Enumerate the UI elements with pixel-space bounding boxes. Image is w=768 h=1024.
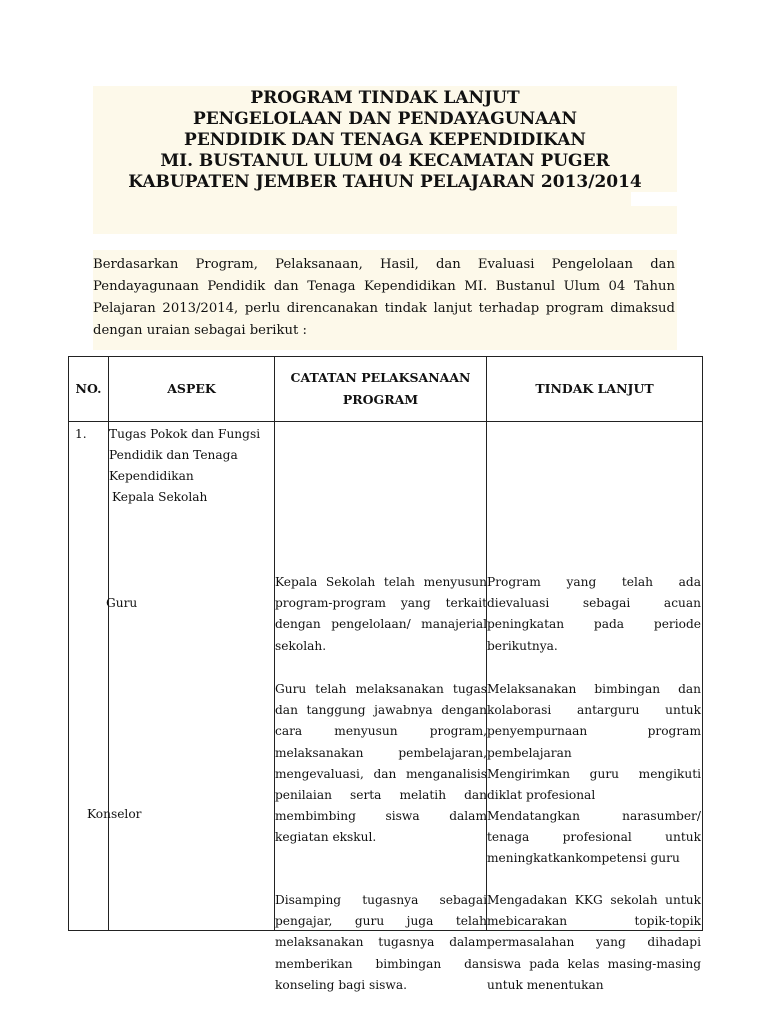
cell-no: [69, 422, 109, 931]
header-tindak: TINDAK LANJUT: [487, 357, 703, 422]
header-no: NO.: [69, 357, 109, 422]
aspek-line-3: Kependidikan: [109, 469, 194, 483]
intro-paragraph: [93, 254, 675, 342]
cell-catatan: [275, 422, 487, 992]
title-line-1: PROGRAM TINDAK LANJUT: [250, 88, 520, 108]
title-line-5: KABUPATEN JEMBER TAHUN PELAJARAN 2013/2014: [128, 172, 642, 192]
title-line-4: MI. BUSTANUL ULUM 04 KECAMATAN PUGER: [160, 151, 610, 171]
table-row: [69, 422, 703, 931]
catatan-guru: Guru telah melaksanakan tugas dan tanggung jawabnya dengan cara menyusun program, melaksanakan pembelajaran, mengevaluasi, dan menganalisis penilaian serta melatih dan membimbing siswa dalam kegiatan ekskul.: [275, 682, 487, 845]
title-line-2: PENGELOLAAN DAN PENDAYAGUNAAN: [192, 109, 578, 129]
aspek-konselor: Konselor: [87, 807, 142, 821]
cell-aspek: [87, 422, 275, 931]
title-line-3: PENDIDIK DAN TENAGA KEPENDIDIKAN: [184, 130, 586, 150]
header-aspek: ASPEK: [109, 357, 275, 422]
row-number: 1.: [75, 427, 87, 441]
catatan-konselor: Disamping tugasnya sebagai pengajar, guru juga telah melaksanakan tugasnya dalam memberikan bimbingan dan konseling bagi siswa.: [275, 893, 487, 992]
aspek-guru: Guru: [106, 596, 138, 610]
tindak-guru-1: Melaksanakan bimbingan dan kolaborasi antarguru untuk penyempurnaan program pembelajaran: [487, 682, 701, 760]
aspek-line-2: Pendidik dan Tenaga: [109, 448, 238, 462]
tindak-guru-2: Mengirimkan guru mengikuti diklat profesional: [487, 767, 701, 803]
aspek-line-1: Tugas Pokok dan Fungsi: [109, 427, 261, 441]
header-catatan-line1: CATATAN PELAKSANAAN: [290, 370, 471, 385]
document-title: [93, 88, 677, 193]
header-catatan: [275, 357, 487, 422]
catatan-kepala-sekolah: Kepala Sekolah telah menyusun program-program yang terkait dengan pengelolaan/ manajerial sekolah.: [275, 575, 487, 653]
intro-text: Berdasarkan Program, Pelaksanaan, Hasil, dan Evaluasi Pengelolaan dan Pendayagunaan Pendidik dan Tenaga Kependidikan MI. Bustanul Ulum 04 Tahun Pelajaran 2013/2014, perlu direncanakan tindak lanjut terhadap program dimaksud dengan uraian sebagai berikut :: [93, 257, 675, 338]
tindak-guru-3: Mendatangkan narasumber/ tenaga profesional untuk meningkatkankompetensi guru: [487, 809, 701, 866]
table-header-row: [69, 357, 703, 422]
program-table: [68, 356, 703, 992]
tindak-kepala-sekolah: Program yang telah ada dievaluasi sebagai acuan peningkatan pada periode berikutnya.: [487, 575, 701, 653]
aspek-kepala-sekolah: Kepala Sekolah: [112, 490, 208, 504]
header-catatan-line2: PROGRAM: [342, 392, 419, 407]
tindak-konselor: Mengadakan KKG sekolah untuk mebicarakan topik-topik permasalahan yang dihadapi siswa pada kelas masing-masing untuk menentukan: [487, 893, 701, 992]
cell-tindak: [487, 422, 703, 992]
